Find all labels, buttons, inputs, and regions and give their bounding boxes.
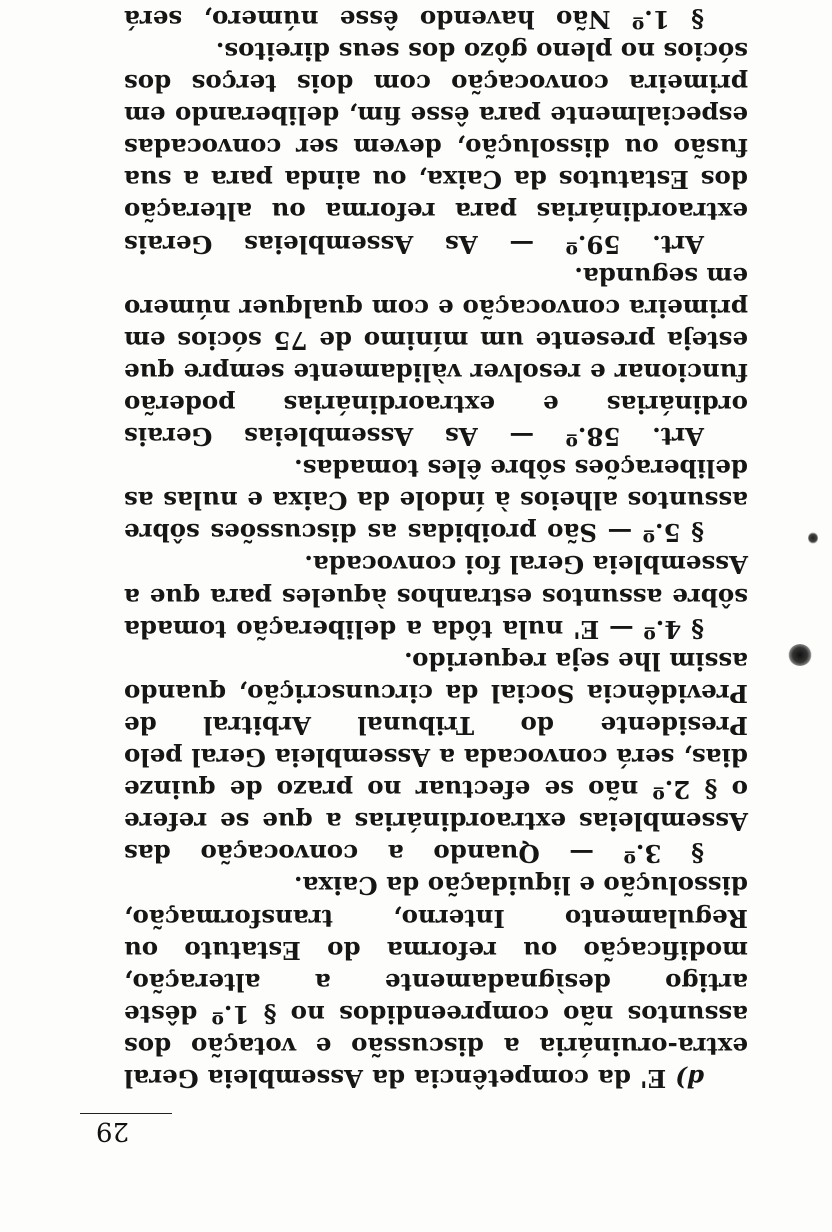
paragraph-d (124, 869, 748, 1094)
page-number: 29 (96, 1116, 130, 1146)
paragraph-section-1 (124, 0, 748, 35)
paragraph-text: § 3.º — Quando a convocação das Assembleias extraordinárias a que se refere o § 2.º não se efectuar no prazo de quinze dias, será convocada a Assembleia Geral pelo Presidente do Tribunal Arbitral de Previdência Social da circunscrição, quando assim lhe seja requerido. (124, 646, 748, 869)
paragraph-article-58 (124, 260, 748, 453)
paragraph-text: Art. 59.º — As Assembleias Gerais extraordinárias para reforma ou alteração dos Estatutos da Caixa, ou ainda para a sua fusão ou dissolução, devem ser convocadas especialmente para êsse fim, deliberando em primeira convocação com dois terços dos sócios no pleno gôzo dos seus direitos. (124, 37, 748, 259)
paragraph-text: § 5.º — São proibidas as discussões sôbre assuntos alheios à índole da Caixa e nulas as deliberações sôbre êles tomadas. (124, 454, 748, 548)
paragraph-section-5 (124, 452, 748, 548)
text-column (124, 0, 748, 1094)
paragraph-text: § 1.º Não havendo êsse número, será (124, 4, 704, 34)
page-number-rule (80, 1113, 172, 1114)
paragraph-text: § 4.º — E' nula tôda a deliberação tomada sôbre assuntos estranhos àqueles para que a Assembleia Geral foi convocada. (124, 550, 748, 644)
ink-speck (808, 532, 818, 544)
paragraph-article-59 (124, 35, 748, 260)
ink-speck (788, 644, 812, 666)
paragraph-text: E' da competência da Assembleia Geral extra-oruinária a discussão e votação dos assuntos não compreendidos no § 1.º dêste artigo desìgnadamente a alteração, modificação ou reforma do Estatuto ou Regulamento Interno, transformação, dissolução e liquidação da Caixa. (124, 871, 748, 1093)
paragraph-text: Art. 58.º — As Assembleias Gerais ordinárias e extraordinárias poderão funcionar e resolver vàlidamente sempre que esteja presente um mínimo de 75 sócios em primeira convocação e com qualquer número em segunda. (124, 261, 748, 452)
paragraph-mark: d) (675, 1064, 704, 1093)
paragraph-section-4 (124, 548, 748, 644)
paragraph-section-3 (124, 645, 748, 870)
